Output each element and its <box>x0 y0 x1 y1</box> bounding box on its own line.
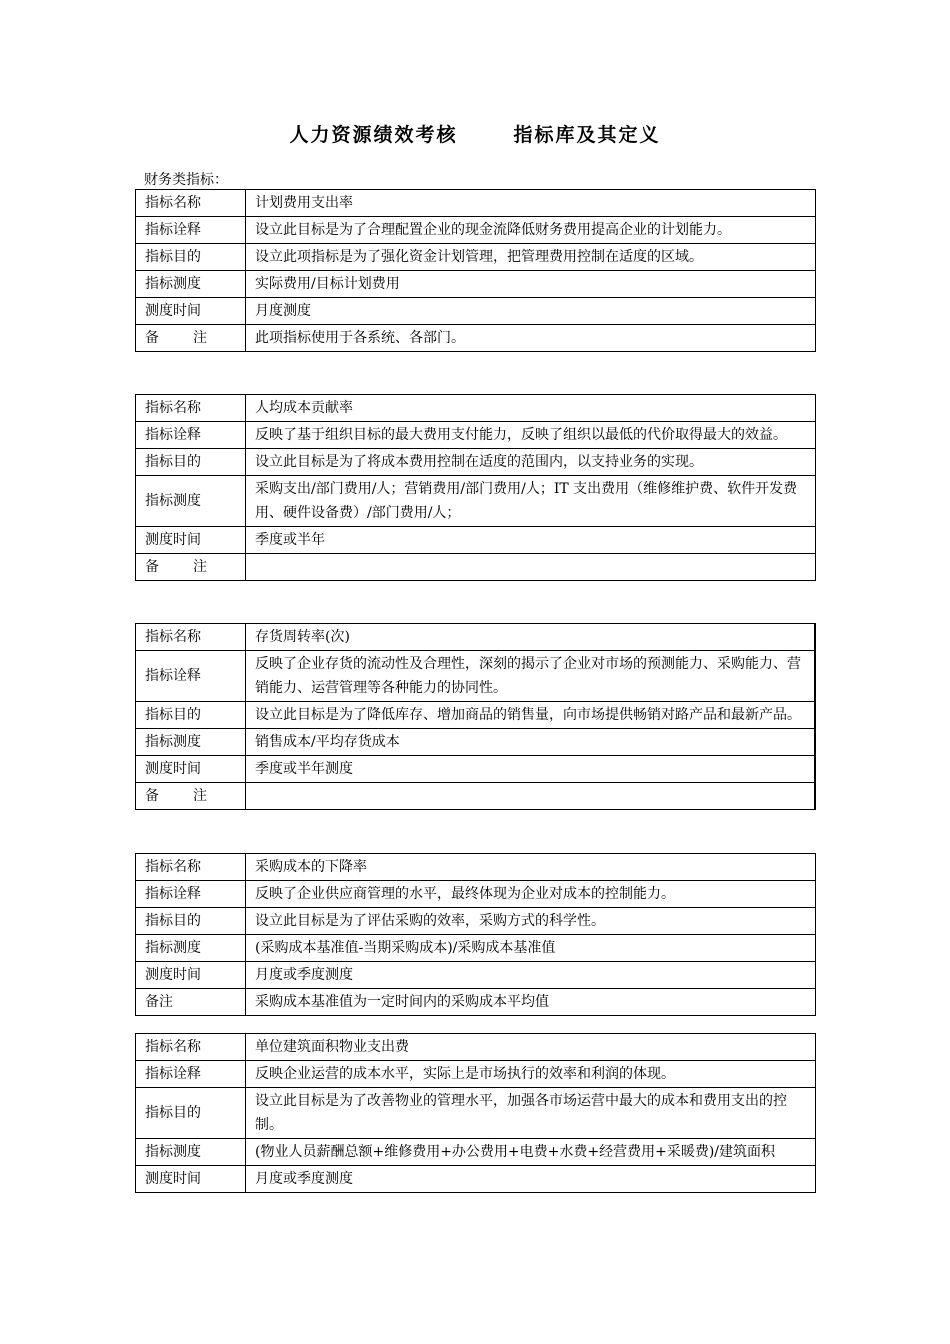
row-value: 季度或半年 <box>246 527 816 554</box>
row-value: 设立此目标是为了评估采购的效率，采购方式的科学性。 <box>246 908 816 935</box>
title-left: 人力资源绩效考核 <box>289 124 458 146</box>
table-row <box>136 624 816 651</box>
row-value: 设立此目标是为了合理配置企业的现金流降低财务费用提高企业的计划能力。 <box>246 217 816 244</box>
table-row <box>136 1034 816 1061</box>
row-value: 设立此目标是为了将成本费用控制在适度的范围内，以支持业务的实现。 <box>246 449 816 476</box>
kpi-table-2 <box>135 394 816 581</box>
row-key: 指标名称 <box>136 395 246 422</box>
table-row <box>136 298 816 325</box>
table-row <box>136 881 816 908</box>
table-row <box>136 651 816 702</box>
row-key: 指标测度 <box>136 476 246 527</box>
row-key: 测度时间 <box>136 527 246 554</box>
row-value: 此项指标使用于各系统、各部门。 <box>246 325 816 352</box>
row-key: 测度时间 <box>136 1166 246 1193</box>
row-value: 采购支出/部门费用/人；营销费用/部门费用/人；IT 支出费用（维修维护费、软件开发费用、硬件设备费）/部门费用/人； <box>246 476 816 527</box>
row-key: 指标诠释 <box>136 881 246 908</box>
row-value: (物业人员薪酬总额+维修费用+办公费用+电费+水费+经营费用+采暖费)/建筑面积 <box>246 1139 816 1166</box>
title-right: 指标库及其定义 <box>513 124 661 146</box>
table-row <box>136 908 816 935</box>
row-value: 采购成本的下降率 <box>246 854 816 881</box>
row-key: 指标目的 <box>136 908 246 935</box>
table-row <box>136 190 816 217</box>
table-row <box>136 527 816 554</box>
row-value: 月度或季度测度 <box>246 1166 816 1193</box>
row-key: 测度时间 <box>136 756 246 783</box>
row-key: 指标诠释 <box>136 217 246 244</box>
row-value: 人均成本贡献率 <box>246 395 816 422</box>
row-key: 指标目的 <box>136 244 246 271</box>
row-key: 指标测度 <box>136 271 246 298</box>
row-value: 反映了基于组织目标的最大费用支付能力，反映了组织以最低的代价取得最大的效益。 <box>246 422 816 449</box>
row-key: 指标目的 <box>136 1088 246 1139</box>
row-key: 备 注 <box>136 325 246 352</box>
row-key: 指标测度 <box>136 729 246 756</box>
table-row <box>136 325 816 352</box>
table-row <box>136 962 816 989</box>
row-value: 季度或半年测度 <box>246 756 816 783</box>
table-row <box>136 1088 816 1139</box>
row-value: 月度测度 <box>246 298 816 325</box>
row-value: 实际费用/目标计划费用 <box>246 271 816 298</box>
row-key: 测度时间 <box>136 298 246 325</box>
table-row <box>136 854 816 881</box>
table-row <box>136 217 816 244</box>
row-key: 指标目的 <box>136 449 246 476</box>
row-value: 计划费用支出率 <box>246 190 816 217</box>
row-value: 单位建筑面积物业支出费 <box>246 1034 816 1061</box>
table-row <box>136 449 816 476</box>
row-value: 设立此项指标是为了强化资金计划管理，把管理费用控制在适度的区域。 <box>246 244 816 271</box>
row-key: 指标目的 <box>136 702 246 729</box>
row-value: 反映企业运营的成本水平，实际上是市场执行的效率和利润的体现。 <box>246 1061 816 1088</box>
table-row <box>136 244 816 271</box>
row-value: (采购成本基准值-当期采购成本)/采购成本基准值 <box>246 935 816 962</box>
page-title <box>0 120 950 147</box>
kpi-table-5 <box>135 1033 816 1193</box>
kpi-table-1 <box>135 189 816 352</box>
row-value: 销售成本/平均存货成本 <box>246 729 816 756</box>
table-row <box>136 989 816 1016</box>
row-value: 设立此目标是为了改善物业的管理水平，加强各市场运营中最大的成本和费用支出的控制。 <box>246 1088 816 1139</box>
table-row <box>136 783 816 810</box>
table-row <box>136 271 816 298</box>
row-key: 指标测度 <box>136 1139 246 1166</box>
kpi-table-3 <box>135 623 816 810</box>
table-row <box>136 729 816 756</box>
row-key: 备 注 <box>136 783 246 810</box>
table-row <box>136 1061 816 1088</box>
row-key: 指标测度 <box>136 935 246 962</box>
row-key: 备注 <box>136 989 246 1016</box>
row-value <box>246 554 816 581</box>
row-value: 反映了企业供应商管理的水平，最终体现为企业对成本的控制能力。 <box>246 881 816 908</box>
table-row <box>136 422 816 449</box>
row-key: 指标诠释 <box>136 422 246 449</box>
row-value: 采购成本基准值为一定时间内的采购成本平均值 <box>246 989 816 1016</box>
kpi-table-4 <box>135 853 816 1016</box>
table-row <box>136 1139 816 1166</box>
section-label: 财务类指标： <box>144 172 228 188</box>
row-value <box>246 783 816 810</box>
table-row <box>136 756 816 783</box>
row-key: 指标名称 <box>136 854 246 881</box>
table-row <box>136 476 816 527</box>
row-value: 反映了企业存货的流动性及合理性，深刻的揭示了企业对市场的预测能力、采购能力、营销能力、运营管理等各种能力的协同性。 <box>246 651 816 702</box>
row-key: 指标名称 <box>136 624 246 651</box>
table-row <box>136 702 816 729</box>
row-value: 月度或季度测度 <box>246 962 816 989</box>
row-key: 指标诠释 <box>136 651 246 702</box>
row-key: 指标名称 <box>136 1034 246 1061</box>
row-key: 备 注 <box>136 554 246 581</box>
row-key: 指标诠释 <box>136 1061 246 1088</box>
table-row <box>136 554 816 581</box>
row-key: 测度时间 <box>136 962 246 989</box>
row-key: 指标名称 <box>136 190 246 217</box>
table-row <box>136 1166 816 1193</box>
table-row <box>136 935 816 962</box>
table-row <box>136 395 816 422</box>
row-value: 设立此目标是为了降低库存、增加商品的销售量，向市场提供畅销对路产品和最新产品。 <box>246 702 816 729</box>
row-value: 存货周转率(次) <box>246 624 816 651</box>
